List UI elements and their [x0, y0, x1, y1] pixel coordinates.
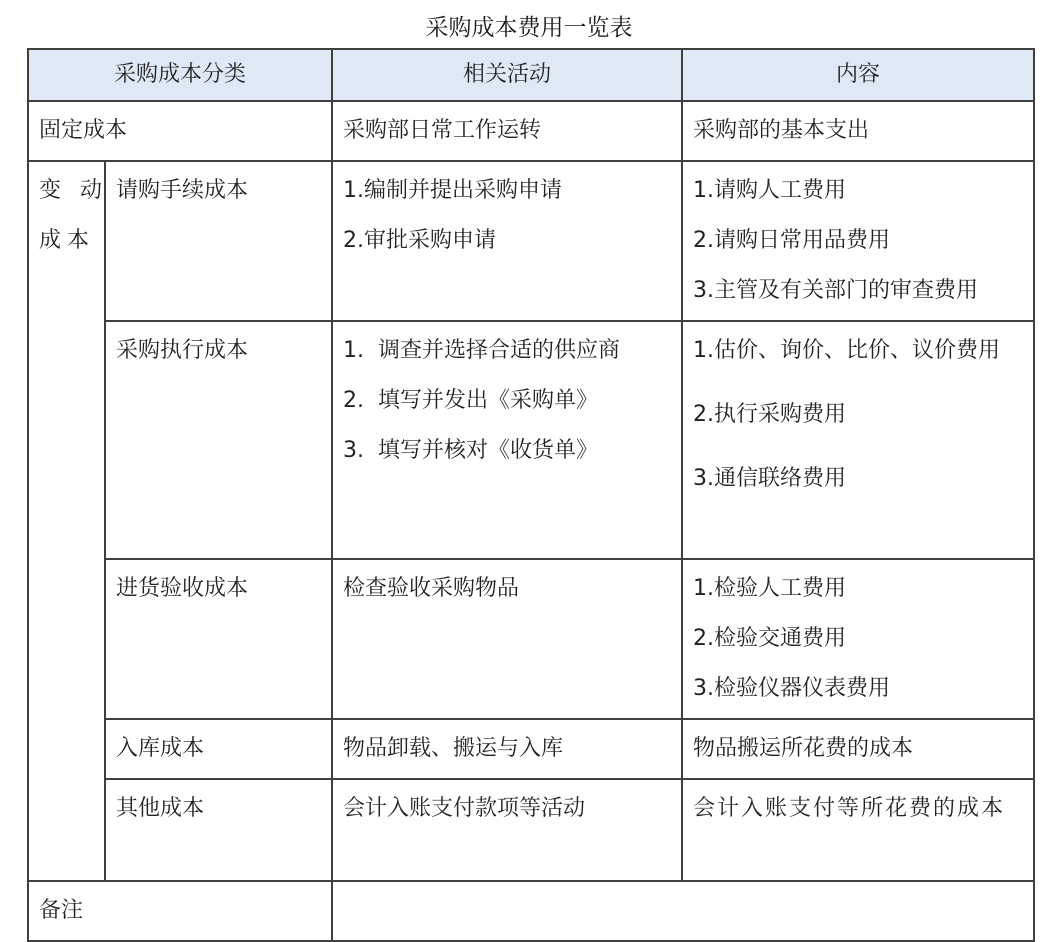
content-line: 物品搬运所花费的成本 [693, 736, 914, 761]
table-header-row [28, 49, 1034, 101]
table-row-variable [28, 719, 1034, 779]
activity-cell [332, 161, 682, 321]
activity-line: 2. 填写并发出《采购单》 [343, 388, 598, 413]
activity-line: 2.审批采购申请 [343, 228, 497, 253]
header-content: 内容 [682, 49, 1034, 101]
activity-line: 会计入账支付款项等活动 [343, 796, 586, 821]
content-line: 2.请购日常用品费用 [693, 228, 891, 253]
fixed-category-cell: 固定成本 [28, 101, 332, 161]
table-row-variable [28, 321, 1034, 559]
activity-line: 3. 填写并核对《收货单》 [343, 438, 598, 463]
activity-line: 检查验收采购物品 [343, 576, 520, 601]
category-cell: 进货验收成本 [105, 559, 332, 719]
table-row-fixed [28, 101, 1034, 161]
content-line: 3.主管及有关部门的审查费用 [693, 278, 979, 303]
content-line: 1.检验人工费用 [693, 576, 847, 601]
activity-line: 1.编制并提出采购申请 [343, 178, 563, 203]
content-cell [682, 719, 1034, 779]
content-line: 1.请购人工费用 [693, 178, 847, 203]
header-activity: 相关活动 [332, 49, 682, 101]
content-line: 1.估价、询价、比价、议价费用 [693, 338, 1001, 363]
category-cell: 其他成本 [105, 779, 332, 881]
table-row-variable [28, 161, 1034, 321]
activity-cell [332, 559, 682, 719]
fixed-activity-cell: 采购部日常工作运转 [332, 101, 682, 161]
content-line: 3.检验仪器仪表费用 [693, 676, 891, 701]
activity-cell [332, 719, 682, 779]
variable-label-bottom: 成本 [39, 228, 96, 253]
activity-cell [332, 779, 682, 881]
variable-cost-label-cell [28, 161, 108, 881]
category-cell: 入库成本 [105, 719, 332, 779]
fixed-content-cell: 采购部的基本支出 [682, 101, 1034, 161]
content-cell [682, 321, 1034, 559]
notes-value-cell [332, 881, 1034, 941]
notes-label-cell: 备注 [28, 881, 332, 941]
activity-line: 物品卸载、搬运与入库 [343, 736, 564, 761]
variable-label-top: 变 动 [39, 178, 108, 203]
content-line: 2.执行采购费用 [693, 402, 847, 427]
table-row-notes [28, 881, 1034, 941]
content-cell [682, 779, 1034, 881]
category-cell: 请购手续成本 [105, 161, 332, 321]
header-category: 采购成本分类 [28, 49, 332, 101]
category-cell: 采购执行成本 [105, 321, 332, 559]
activity-line: 1. 调查并选择合适的供应商 [343, 338, 620, 363]
cost-table [27, 48, 1035, 942]
content-cell [682, 559, 1034, 719]
content-line: 会计入账支付等所花费的成本 [693, 796, 1006, 821]
activity-cell [332, 321, 682, 559]
table-title: 采购成本费用一览表 [425, 15, 633, 41]
content-cell [682, 161, 1034, 321]
table-row-variable [28, 779, 1034, 881]
content-line: 3.通信联络费用 [693, 466, 847, 491]
content-line: 2.检验交通费用 [693, 626, 847, 651]
table-row-variable [28, 559, 1034, 719]
